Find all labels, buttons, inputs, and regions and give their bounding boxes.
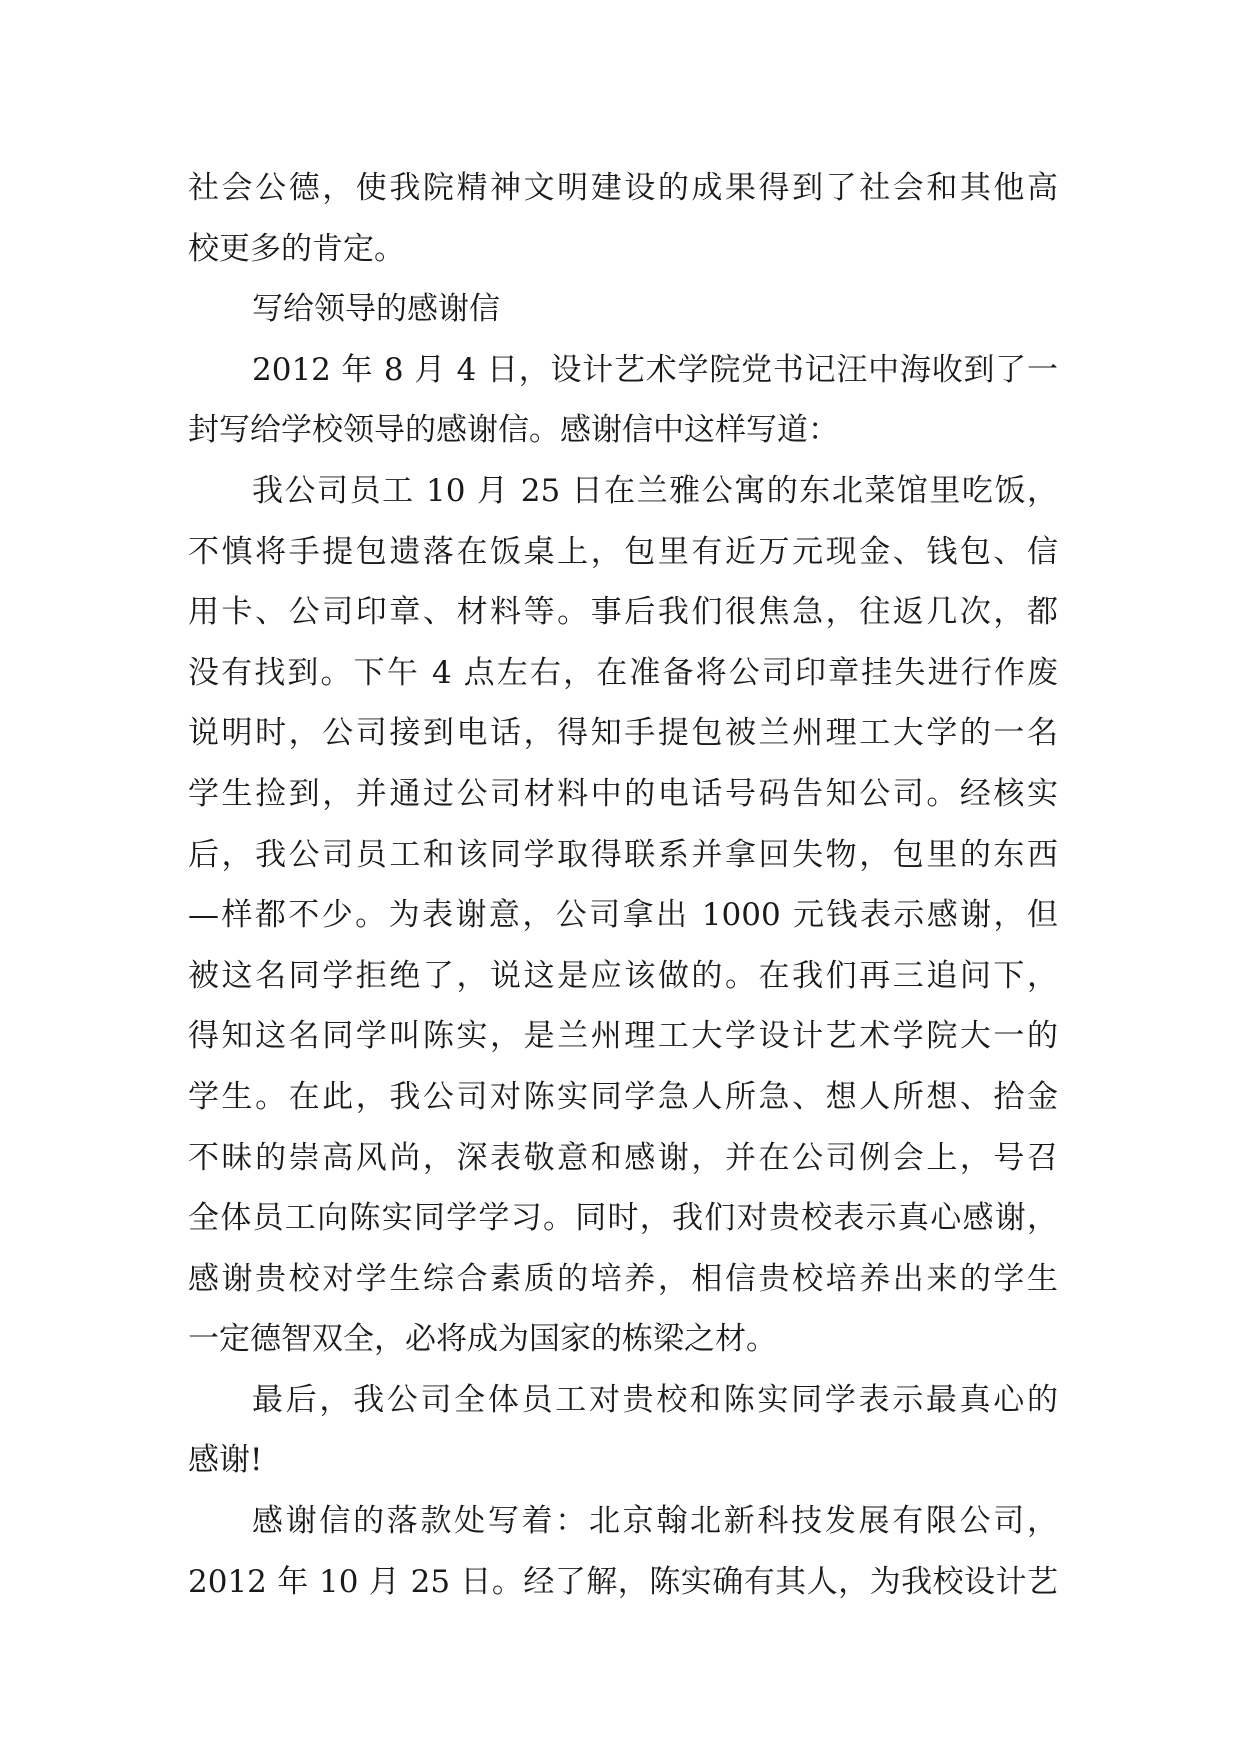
letter-body [188, 158, 1058, 1612]
text-line: 全体员工向陈实同学学习。同时，我们对贵校表示真心感谢， [188, 1200, 1058, 1237]
text-line: 校更多的肯定。 [188, 230, 405, 267]
text-line: 感谢贵校对学生综合素质的培养，相信贵校培养出来的学生 [188, 1260, 1058, 1297]
text-line: 2012 年 8 月 4 日，设计艺术学院党书记汪中海收到了一 [252, 351, 1058, 388]
text-line: 没有找到。下午 4 点左右，在准备将公司印章挂失进行作废 [188, 654, 1058, 691]
text-line: 封写给学校领导的感谢信。感谢信中这样写道： [188, 412, 839, 449]
text-line: 一定德智双全，必将成为国家的栋梁之材。 [188, 1321, 777, 1358]
text-line: 感谢信的落款处写着：北京翰北新科技发展有限公司， [252, 1503, 1058, 1540]
text-line: 学生。在此，我公司对陈实同学急人所急、想人所想、拾金 [188, 1078, 1058, 1115]
text-line: 后，我公司员工和该同学取得联系并拿回失物，包里的东西 [188, 836, 1058, 873]
text-line: 被这名同学拒绝了，说这是应该做的。在我们再三追问下， [188, 957, 1058, 994]
text-line: 不昧的崇高风尚，深表敬意和感谢，并在公司例会上，号召 [188, 1139, 1058, 1176]
text-line: 感谢! [188, 1442, 263, 1479]
text-line: 2012 年 10 月 25 日。经了解，陈实确有其人，为我校设计艺 [188, 1563, 1058, 1600]
text-line: 社会公德，使我院精神文明建设的成果得到了社会和其他高 [188, 170, 1058, 206]
text-line: 不慎将手提包遗落在饭桌上，包里有近万元现金、钱包、信 [188, 533, 1058, 570]
section-heading: 写给领导的感谢信 [252, 291, 500, 328]
text-line: 得知这名同学叫陈实，是兰州理工大学设计艺术学院大一的 [188, 1018, 1058, 1055]
text-line: 学生捡到，并通过公司材料中的电话号码告知公司。经核实 [188, 775, 1058, 812]
text-line: 用卡、公司印章、材料等。事后我们很焦急，往返几次，都 [188, 594, 1058, 631]
text-line: —样都不少。为表谢意，公司拿出 1000 元钱表示感谢，但 [188, 897, 1058, 934]
text-line: 最后，我公司全体员工对贵校和陈实同学表示最真心的 [252, 1381, 1058, 1418]
text-line: 我公司员工 10 月 25 日在兰雅公寓的东北菜馆里吃饭， [252, 472, 1058, 509]
text-line: 说明时，公司接到电话，得知手提包被兰州理工大学的一名 [188, 715, 1058, 752]
